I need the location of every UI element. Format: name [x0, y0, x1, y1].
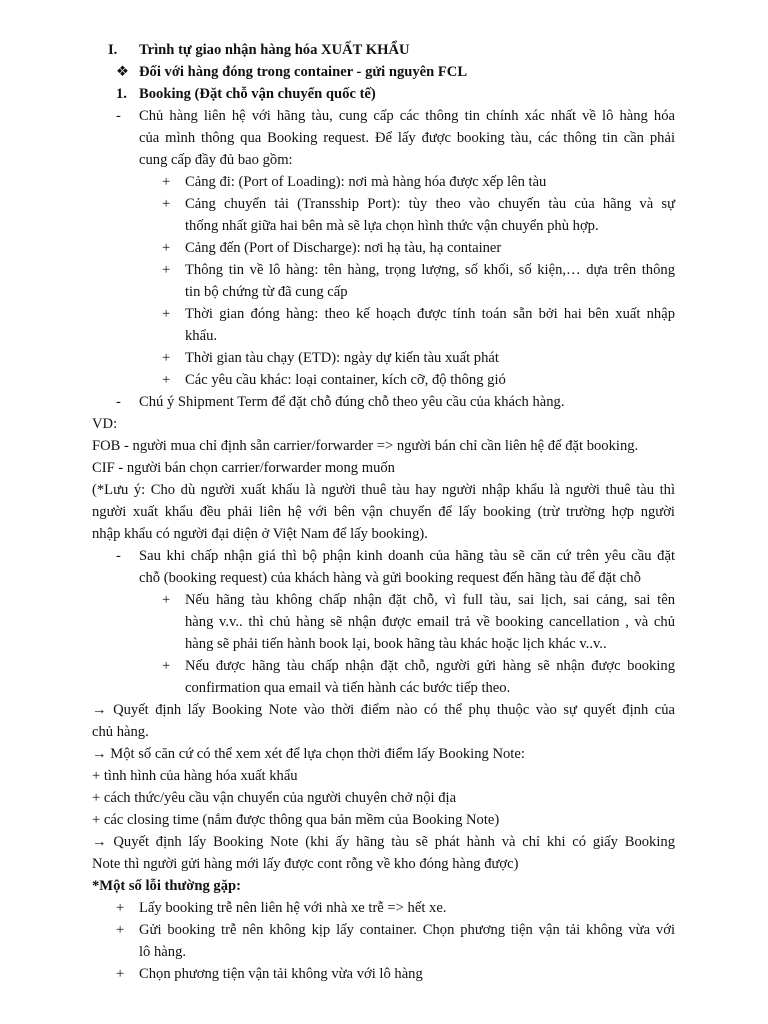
list-item: Thời gian tàu chạy (ETD): ngày dự kiến tàu xuất phát: [185, 350, 499, 366]
list-item: Các yêu cầu khác: loại container, kích cỡ, độ thông gió: [185, 372, 506, 388]
plus-bullet: +: [116, 922, 125, 938]
error-item: lô hàng.: [139, 944, 187, 960]
example-fob: FOB - người mua chỉ định sẵn carrier/forwarder => người bán chỉ cần liên hệ để đặt booking.: [92, 438, 639, 454]
plus-bullet: +: [162, 350, 171, 366]
list-item: thống nhất giữa hai bên mà sẽ lựa chọn hình thức vận chuyển phù hợp.: [185, 218, 599, 234]
decision-line: → Một số căn cứ có thể xem xét để lựa chọn thời điểm lấy Booking Note:: [92, 746, 525, 762]
outcome-line: confirmation qua email và tiến hành các bước tiếp theo.: [185, 680, 511, 696]
intro-line: của mình thông qua Booking request. Để lấy được booking tàu, các thông tin cần phải: [139, 130, 675, 146]
diamond-bullet-icon: ❖: [116, 64, 130, 80]
list-item: Thời gian đóng hàng: theo kế hoạch được tính toán sẵn bởi hai bên xuất nhập: [185, 306, 675, 322]
outcome-line: hàng sẽ phải tiến hành book lại, book hãng tàu khác hoặc lịch khác v..v..: [185, 636, 607, 652]
intro-line: cung cấp đầy đủ bao gồm:: [139, 152, 293, 168]
plus-bullet: +: [162, 306, 171, 322]
plus-bullet: +: [162, 372, 171, 388]
list-item: Cảng đi: (Port of Loading): nơi mà hàng hóa được xếp lên tàu: [185, 174, 547, 190]
subsection-title: Đối với hàng đóng trong container - gửi nguyên FCL: [139, 64, 468, 80]
intro-line: Chủ hàng liên hệ với hãng tàu, cung cấp các thông tin chính xác nhất về lô hàng hóa: [139, 108, 675, 124]
dash-bullet: -: [116, 548, 121, 564]
decision-line: Note thì người gửi hàng mới lấy được cont rỗng về kho đóng hàng được): [92, 856, 519, 872]
outcome-line: Nếu được hãng tàu chấp nhận đặt chỗ, người gửi hàng sẽ nhận được booking: [185, 658, 675, 674]
list-item: tin bộ chứng từ đã cung cấp: [185, 284, 348, 300]
error-item: Chọn phương tiện vận tải không vừa với lô hàng: [139, 966, 423, 982]
decision-line: → Quyết định lấy Booking Note vào thời điểm nào có thể phụ thuộc vào sự quyết định của: [92, 702, 675, 718]
outcome-line: Nếu hãng tàu không chấp nhận đặt chỗ, vì full tàu, sai lịch, sai cảng, sai tên: [185, 592, 675, 608]
example-note-line: người xuất khẩu đều phải liên hệ với bên vận chuyển để lấy booking (trừ trường hợp người: [92, 504, 675, 520]
decision-line: → Quyết định lấy Booking Note (khi ấy hãng tàu sẽ phát hành và chỉ khi có giấy Booking: [92, 834, 675, 850]
after-accept-line: Sau khi chấp nhận giá thì bộ phận kinh doanh của hãng tàu sẽ căn cứ trên yêu cầu đặt: [139, 548, 675, 564]
after-accept-line: chỗ (booking request) của khách hàng và gửi booking request đến hãng tàu để đặt chỗ: [139, 570, 641, 586]
step-number: 1.: [116, 86, 127, 102]
plus-bullet: +: [162, 240, 171, 256]
plus-bullet: +: [162, 262, 171, 278]
errors-title: *Một số lỗi thường gặp:: [92, 878, 242, 894]
plus-bullet: +: [116, 966, 125, 982]
decision-line: + các closing time (nắm được thông qua bản mềm của Booking Note): [92, 812, 500, 828]
error-item: Lấy booking trễ nên liên hệ với nhà xe trễ => hết xe.: [139, 900, 447, 916]
section-number: I.: [108, 42, 118, 58]
list-item: Cảng đến (Port of Discharge): nơi hạ tàu, hạ container: [185, 240, 502, 256]
decision-line: + tình hình của hàng hóa xuất khẩu: [92, 768, 298, 784]
plus-bullet: +: [162, 658, 171, 674]
error-item: Gửi booking trễ nên không kịp lấy container. Chọn phương tiện vận tải không vừa với: [139, 922, 675, 938]
section-title: Trình tự giao nhận hàng hóa XUẤT KHẨU: [139, 42, 410, 58]
decision-line: chủ hàng.: [92, 724, 149, 740]
example-note-line: nhập khẩu có người đại diện ở Việt Nam để lấy booking).: [92, 526, 428, 542]
decision-line: + cách thức/yêu cầu vận chuyển của người chuyên chở nội địa: [92, 790, 457, 806]
example-cif: CIF - người bán chọn carrier/forwarder mong muốn: [92, 460, 395, 476]
example-note-line: (*Lưu ý: Cho dù người xuất khẩu là người thuê tàu hay người nhập khẩu là người thuê tàu thì: [92, 482, 675, 498]
plus-bullet: +: [116, 900, 125, 916]
plus-bullet: +: [162, 592, 171, 608]
outcome-line: hàng v.v.. thì chủ hàng sẽ nhận được email trả về booking cancellation , và chủ: [185, 614, 675, 630]
plus-bullet: +: [162, 196, 171, 212]
list-item: khẩu.: [185, 328, 218, 344]
plus-bullet: +: [162, 174, 171, 190]
list-item: Thông tin về lô hàng: tên hàng, trọng lượng, số khối, số kiện,… dựa trên thông: [185, 262, 675, 278]
example-label: VD:: [92, 416, 118, 432]
shipment-term-text: Chú ý Shipment Term để đặt chỗ đúng chỗ theo yêu cầu của khách hàng.: [139, 394, 565, 410]
dash-bullet: -: [116, 394, 121, 410]
list-item: Cảng chuyển tải (Transship Port): tùy theo vào chuyến tàu của hãng và sự: [185, 196, 675, 212]
dash-bullet: -: [116, 108, 121, 124]
step-title: Booking (Đặt chỗ vận chuyển quốc tế): [139, 86, 376, 102]
